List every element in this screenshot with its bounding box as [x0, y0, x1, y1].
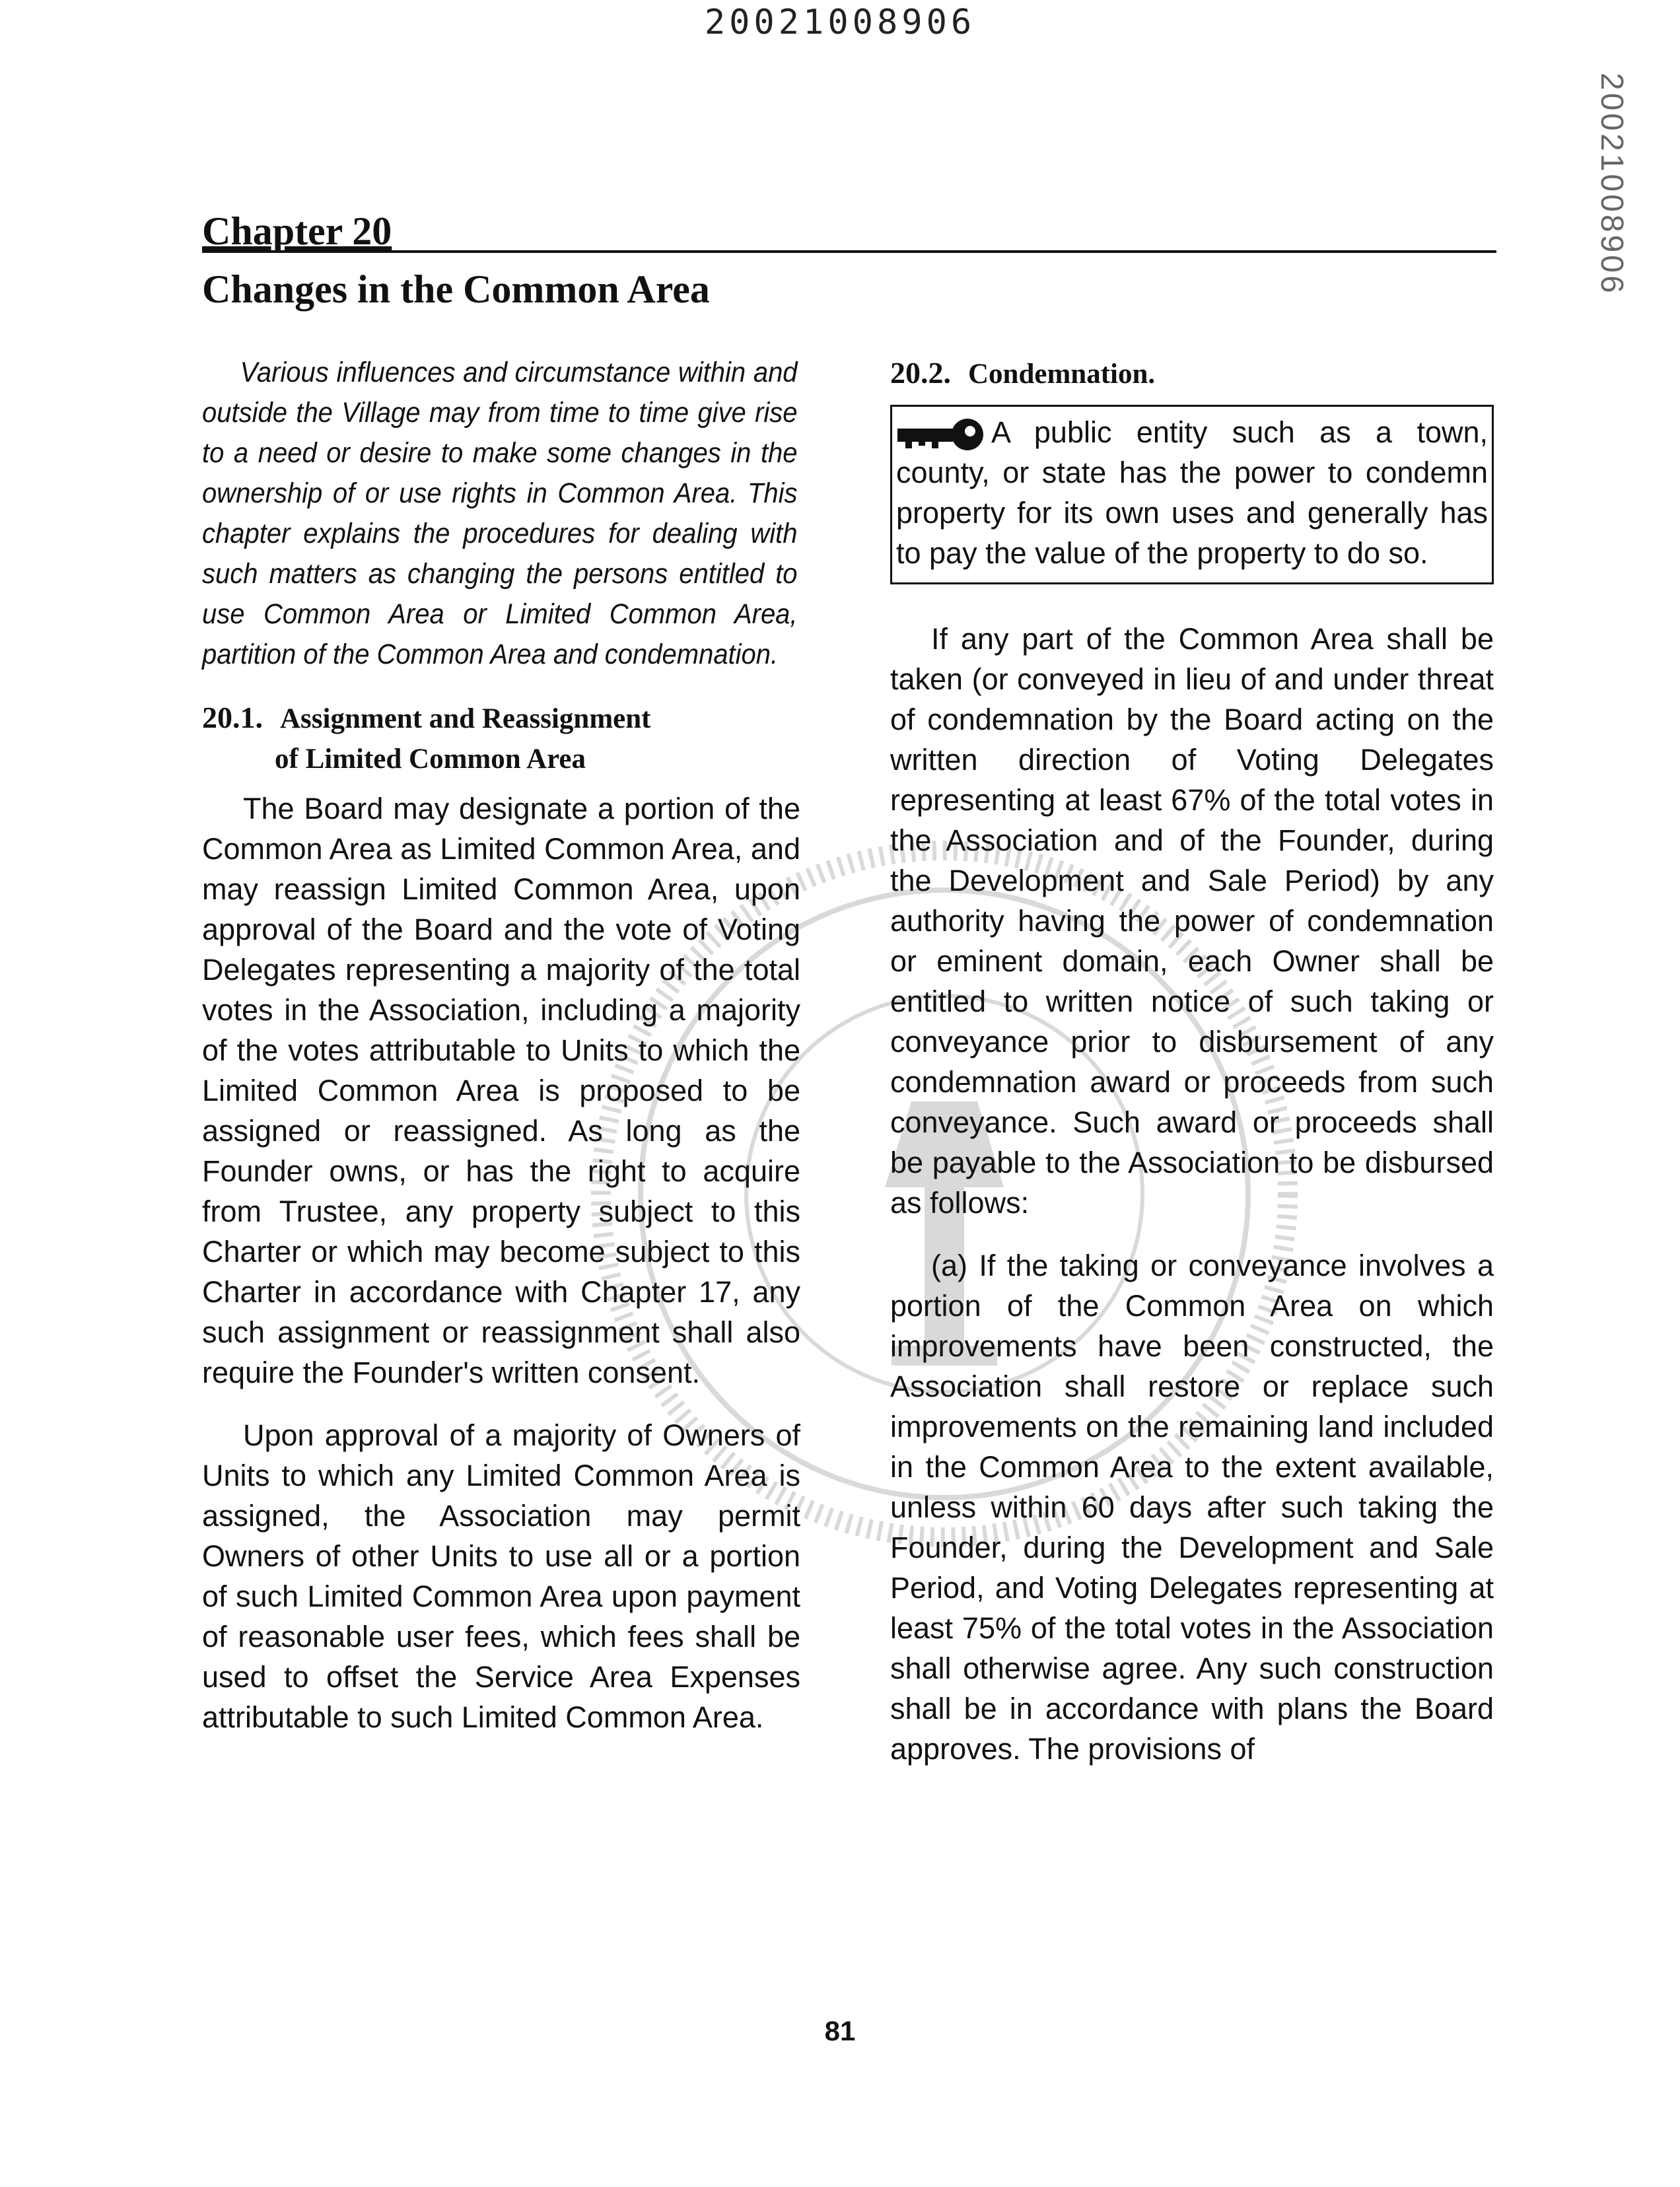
document-id: 20021008906: [704, 3, 976, 42]
section-20-1-paragraph-2: Upon approval of a majority of Owners of Units to which any Limited Common Area is assigned, the Association may permit Owners of other Units to use all or a portion of such Limited Common Area upon payment of reasonable user fees, which fees shall be used to offset the Service Area Expenses attributable to such Limited Common Area.: [202, 1418, 800, 1734]
left-column: [202, 353, 800, 1737]
callout-text: [896, 412, 1488, 573]
chapter-title: Changes in the Common Area: [202, 267, 710, 311]
section-20-1-heading: [202, 697, 800, 779]
chapter-label: Chapter 20: [202, 209, 392, 253]
section-20-2-heading: [890, 353, 1494, 394]
section-number: 20.2.: [890, 356, 951, 390]
chapter-intro: Various influences and circumstance within and outside the Village may from time to time give rise to a need or desire to make some changes in the ownership of or use rights in Common Area. This chapter explains the procedures for dealing with such matters as changing the persons entitled to use Common Area or Limited Common Area, partition of the Common Area and condemnation.: [202, 357, 798, 670]
callout-box: [890, 405, 1494, 584]
chapter-divider: [202, 250, 1496, 253]
callout-text-body: A public entity such as a town, county, or state has the power to condemn property for its own uses and generally has to pay the value of the property to do so.: [896, 415, 1488, 571]
section-number: 20.1.: [202, 701, 263, 734]
side-barcode-stamp: 20021008906: [1594, 73, 1629, 296]
section-20-1-paragraph-1: The Board may designate a portion of the Common Area as Limited Common Area, and may reassign Limited Common Area, upon approval of the Board and the vote of Voting Delegates representing a majority of the total votes in the Association, including a majority of the votes attributable to Units to which the Limited Common Area is proposed to be assigned or reassigned. As long as the Founder owns, or has the right to acquire from Trustee, any property subject to this Charter or which may become subject to this Charter in accordance with Chapter 17, any such assignment or reassignment shall also require the Founder's written consent.: [202, 792, 800, 1389]
section-20-2-paragraph-1: If any part of the Common Area shall be taken (or conveyed in lieu of and under threat of condemnation by the Board acting on the written direction of Voting Delegates representing at least 67% of the total votes in the Association and of the Founder, during the Development and Sale Period) by any authority having the power of condemnation or eminent domain, each Owner shall be entitled to written notice of such taking or conveyance prior to disbursement of any condemnation award or proceeds from such conveyance. Such award or proceeds shall be payable to the Association to be disbursed as follows:: [890, 622, 1494, 1220]
section-title-line1: Assignment and Reassignment: [280, 703, 651, 734]
page-number: 81: [824, 2015, 856, 2046]
section-20-2-paragraph-2: (a) If the taking or conveyance involves a portion of the Common Area on which improvements have been constructed, the Association shall restore or replace such improvements on the remaining land included in the Common Area to the extent available, unless within 60 days after such taking the Founder, during the Development and Sale Period, and Voting Delegates representing at least 75% of the total votes in the Association shall otherwise agree. Any such construction shall be in accordance with plans the Board approves. The provisions of: [890, 1249, 1494, 1766]
right-column: [890, 353, 1494, 1769]
section-title: Condemnation.: [968, 359, 1156, 390]
key-icon: [896, 417, 989, 452]
section-title-line2: of Limited Common Area: [275, 744, 586, 775]
chapter-header: [202, 208, 1496, 312]
